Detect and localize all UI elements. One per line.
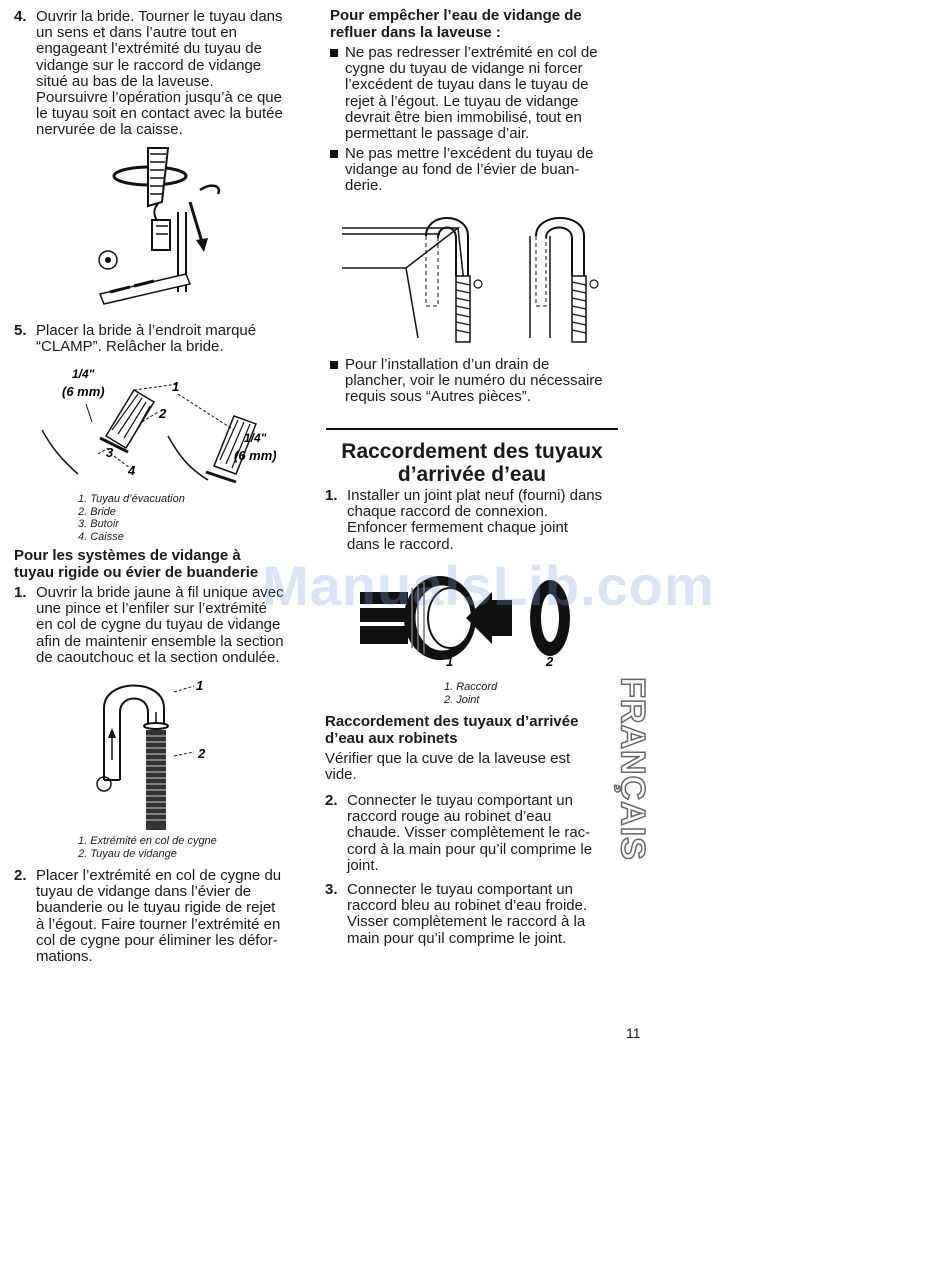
text-line: raccord rouge au robinet d’eau xyxy=(347,808,552,826)
text-line: Visser complètement le raccord à la xyxy=(347,913,586,931)
gooseneck-hose-illustration xyxy=(84,672,224,832)
heading-line: Raccordement des tuyaux d’arrivée xyxy=(325,713,579,730)
section-title xyxy=(326,440,618,486)
watermark: ManualsLib.com xyxy=(262,554,715,617)
text-line: à l’égout. Faire tourner l’extrémité en xyxy=(36,915,281,933)
figure-caption xyxy=(444,681,594,706)
step-number: 1. xyxy=(325,487,338,504)
paragraph xyxy=(325,751,625,783)
text-line: l’excédent de tuyau dans le tuyau de xyxy=(345,76,589,94)
text-line: Vérifier que la cuve de la laveuse est xyxy=(325,750,571,767)
step-number: 2. xyxy=(14,867,27,884)
step-text xyxy=(347,793,592,874)
text-line: chaque raccord de connexion. xyxy=(347,503,548,521)
step-5 xyxy=(14,323,314,357)
text-line: afin de maintenir ensemble la section xyxy=(36,632,284,650)
text-line: cygne du tuyau de vidange ni forcer xyxy=(345,60,583,78)
text-line: nervurée de la caisse. xyxy=(36,121,183,139)
callout-2: 2 xyxy=(198,746,206,761)
language-label: FRANÇAIS xyxy=(613,676,652,861)
text-line: Connecter le tuyau comportant un xyxy=(347,792,573,809)
step-number: 5. xyxy=(14,322,27,339)
text-line: devrait être bien immobilisé, tout en xyxy=(345,108,582,126)
text-line: raccord bleu au robinet d’eau froide. xyxy=(347,897,588,915)
caption-line: 2. Joint xyxy=(444,693,480,706)
step-number: 3. xyxy=(325,881,338,898)
callout-1: 1 xyxy=(446,654,454,669)
step-number: 2. xyxy=(325,792,338,809)
heading-line: tuyau rigide ou évier de buanderie xyxy=(14,563,259,581)
callout-4: 4 xyxy=(128,463,136,478)
figure-caption xyxy=(78,493,258,543)
heading-line: Pour les systèmes de vidange à xyxy=(14,547,241,564)
drain-sink-standpipe-illustration xyxy=(340,206,615,346)
text-line: buanderie ou le tuyau rigide de rejet xyxy=(36,899,276,917)
text-line: joint. xyxy=(347,856,379,874)
caption-line: 1. Extrémité en col de cygne xyxy=(78,835,217,847)
text-line: Ouvrir la bride. Tourner le tuyau dans xyxy=(36,8,283,25)
text-line: col de cygne pour éliminer les défor- xyxy=(36,931,278,949)
callout-2: 2 xyxy=(546,654,554,669)
text-line: Placer la bride à l’endroit marqué xyxy=(36,322,257,339)
step-text xyxy=(36,585,284,666)
caption-line: 1. Tuyau d’évacuation xyxy=(78,493,185,505)
text-line: plancher, voir le numéro du nécessaire xyxy=(345,372,603,390)
title-line: d’arrivée d’eau xyxy=(397,463,547,486)
text-line: main pour qu’il comprime le joint. xyxy=(347,929,567,947)
callout-2: 2 xyxy=(159,406,167,421)
text-line: vidange au fond de l’évier de buan- xyxy=(345,161,580,179)
bullet-item xyxy=(330,45,630,143)
caption-line: 3. Butoir xyxy=(78,518,119,530)
dim-mm-label: (6 mm) xyxy=(234,448,277,463)
bullet-item xyxy=(330,357,630,407)
text-line: Placer l’extrémité en col de cygne du xyxy=(36,867,282,884)
caption-line: 4. Caisse xyxy=(78,530,124,543)
hose-rotation-illustration xyxy=(90,142,230,312)
step-number: 1. xyxy=(14,584,27,601)
text-line: Ouvrir la bride jaune à fil unique avec xyxy=(36,584,284,601)
step-number: 4. xyxy=(14,8,27,25)
callout-3: 3 xyxy=(106,445,114,460)
step-text xyxy=(36,9,283,139)
text-line: engageant l’extrémité du tuyau de xyxy=(36,40,262,58)
caption-line: 2. Tuyau de vidange xyxy=(78,847,177,860)
text-line: Pour l’installation d’un drain de xyxy=(345,356,550,373)
text-line: Poursuivre l’opération jusqu’à ce que xyxy=(36,89,282,107)
step-3 xyxy=(325,882,625,948)
figure-caption xyxy=(78,835,278,860)
text-line: rejet à l’égout. Le tuyau de vidange xyxy=(345,92,579,110)
step-text xyxy=(36,323,256,355)
bullet-square-icon xyxy=(330,150,338,158)
clamp-position-illustration xyxy=(38,364,288,494)
heading-line: refluer dans la laveuse : xyxy=(330,23,501,41)
step-4 xyxy=(14,9,314,141)
bullet-text xyxy=(345,357,603,406)
step-text xyxy=(36,868,281,965)
title-line: Raccordement des tuyaux xyxy=(341,440,603,463)
text-line: Enfoncer fermement chaque joint xyxy=(347,519,568,537)
text-line: situé au bas de la laveuse. xyxy=(36,72,214,90)
caption-line: 1. Raccord xyxy=(444,681,498,693)
step-text xyxy=(347,882,587,947)
text-line: le tuyau soit en contact avec la butée xyxy=(36,105,283,123)
text-line: cord à la main pour qu’il comprime le xyxy=(347,840,593,858)
dim-label: 1/4" xyxy=(244,431,267,445)
step-2 xyxy=(325,793,625,875)
text-line: de caoutchouc et la section ondulée. xyxy=(36,648,280,666)
caption-line: 2. Bride xyxy=(78,505,116,518)
text-line: un sens et dans l’autre tout en xyxy=(36,24,237,42)
bullet-square-icon xyxy=(330,361,338,369)
bullet-text xyxy=(345,146,593,195)
language-side-tab xyxy=(608,676,656,861)
dim-label: 1/4" xyxy=(72,367,95,381)
section-heading xyxy=(325,714,625,747)
heading-line: d’eau aux robinets xyxy=(325,729,458,747)
text-line: vidange sur le raccord de vidange xyxy=(36,56,262,74)
text-line: une pince et l’enfiler sur l’extrémité xyxy=(36,600,267,618)
callout-1: 1 xyxy=(172,379,180,394)
text-line: “CLAMP”. Relâcher la bride. xyxy=(36,338,224,356)
text-line: Ne pas redresser l’extrémité en col de xyxy=(345,44,598,61)
page-number: 11 xyxy=(626,1025,641,1041)
text-line: Ne pas mettre l’excédent du tuyau de xyxy=(345,145,594,162)
text-line: mations. xyxy=(36,948,93,966)
step-1 xyxy=(325,488,625,554)
section-heading xyxy=(330,8,630,41)
text-line: requis sous “Autres pièces”. xyxy=(345,388,531,406)
bullet-square-icon xyxy=(330,49,338,57)
section-divider xyxy=(326,428,618,430)
text-line: derie. xyxy=(345,177,383,195)
text-line: dans le raccord. xyxy=(347,535,454,553)
text-line: chaude. Visser complètement le rac- xyxy=(347,824,591,842)
text-line: en col de cygne du tuyau de vidange xyxy=(36,616,281,634)
dim-mm-label: (6 mm) xyxy=(62,384,105,399)
text-line: Installer un joint plat neuf (fourni) dans xyxy=(347,487,603,504)
callout-1: 1 xyxy=(196,678,204,693)
text-line: Connecter le tuyau comportant un xyxy=(347,881,573,898)
text-line: permettant le passage d’air. xyxy=(345,125,530,143)
heading-line: Pour empêcher l’eau de vidange de xyxy=(330,7,582,24)
text-line: vide. xyxy=(325,766,357,784)
step-text xyxy=(347,488,602,553)
text-line: tuyau de vidange dans l’évier de xyxy=(36,883,252,901)
bullet-item xyxy=(330,146,630,196)
step-2 xyxy=(14,868,314,966)
bullet-text xyxy=(345,45,598,142)
